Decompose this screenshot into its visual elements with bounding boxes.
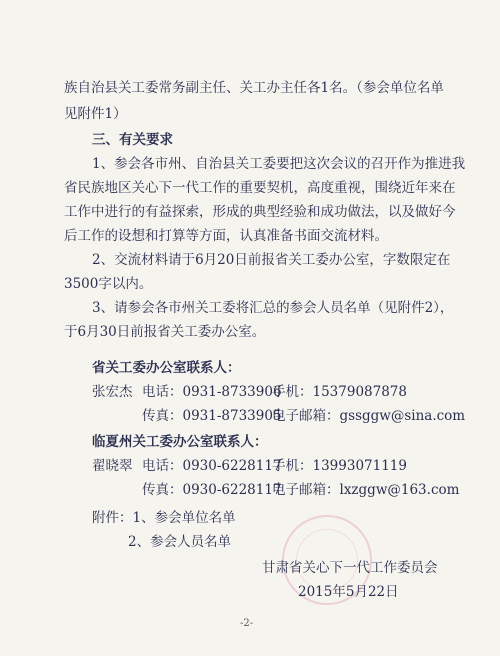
attachment-2: 2、参会人员名单: [128, 534, 232, 550]
province-mobile: 手机：15379087878: [272, 384, 407, 400]
linxia-contact-name: 翟晓翠: [92, 458, 133, 474]
province-fax: 传真：0931-8733905: [142, 408, 282, 424]
section-heading: 三、有关要求: [92, 132, 173, 148]
page-number: -2-: [240, 618, 254, 629]
item3-line-1: 3、请参会各市州关工委将汇总的参会人员名单（见附件2），: [92, 300, 454, 316]
intro-line-2: 见附件1）: [64, 106, 127, 122]
linxia-fax: 传真：0930-6228117: [142, 482, 282, 498]
intro-line-1: 族自治县关工委常务副主任、关工办主任各1名。（参会单位名单: [64, 80, 444, 96]
linxia-mobile: 手机：13993071119: [272, 458, 407, 474]
province-contact-name: 张宏杰: [92, 384, 133, 400]
item1-line-4: 后工作的设想和打算等方面，认真准备书面交流材料。: [64, 228, 388, 244]
linxia-email: 电子邮箱：lxzggw@163.com: [272, 482, 460, 498]
item2-line-2: 3500字以内。: [64, 276, 153, 292]
item2-line-1: 2、交流材料请于6月20日前报省关工委办公室，字数限定在: [92, 252, 451, 268]
linxia-phone: 电话：0930-6228117: [142, 458, 282, 474]
attachment-1: 附件：1、参会单位名单: [92, 510, 236, 526]
item1-line-1: 1、参会各市州、自治县关工委要把这次会议的召开作为推进我: [92, 156, 466, 172]
province-phone: 电话：0931-8733906: [142, 384, 282, 400]
item1-line-2: 省民族地区关心下一代工作的重要契机，高度重视，围绕近年来在: [64, 180, 456, 196]
signature-date: 2015年5月22日: [298, 584, 399, 600]
province-email: 电子邮箱：gssggw@sina.com: [272, 408, 466, 424]
item1-line-3: 工作中进行的有益探索，形成的典型经验和成功做法，以及做好今: [64, 204, 456, 220]
item3-line-2: 于6月30日前报省关工委办公室。: [64, 324, 266, 340]
linxia-contact-title: 临夏州关工委办公室联系人：: [92, 434, 268, 450]
signature-org: 甘肃省关心下一代工作委员会: [262, 560, 438, 576]
province-contact-title: 省关工委办公室联系人：: [92, 360, 241, 376]
